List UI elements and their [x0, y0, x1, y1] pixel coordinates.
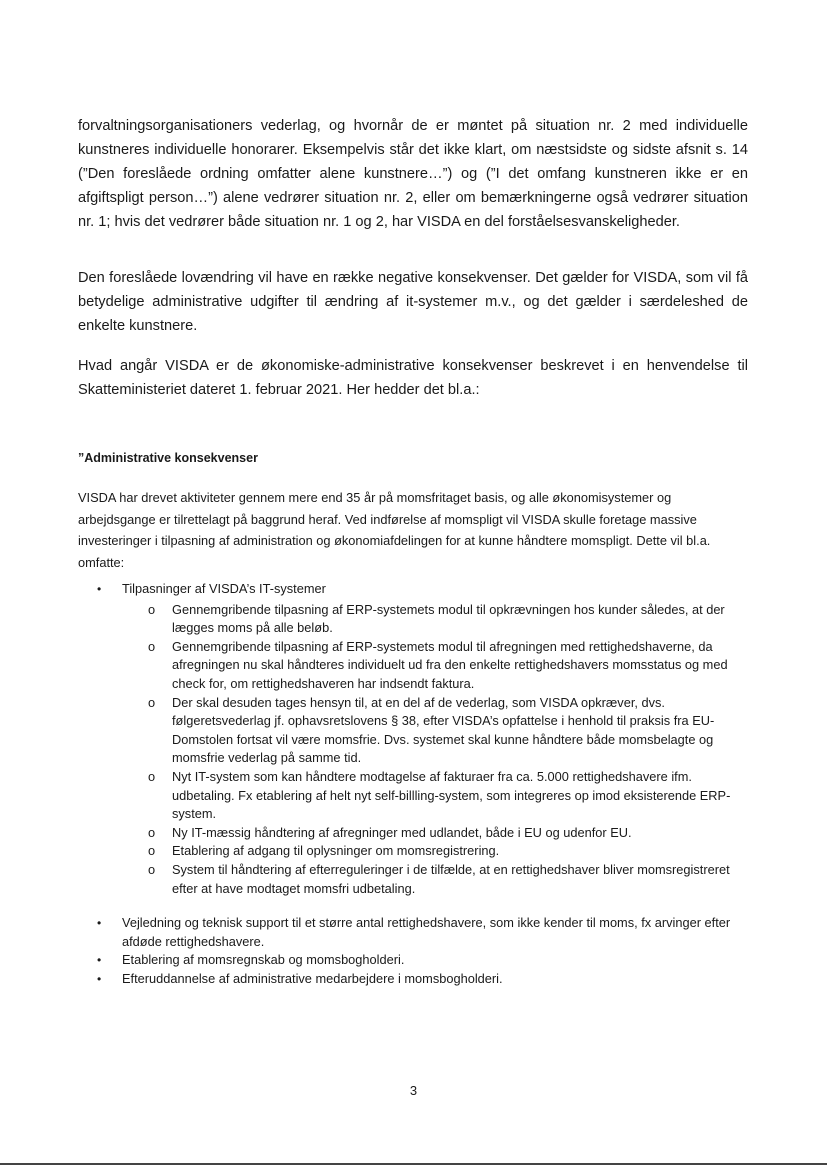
sub-list-item-text: Etablering af adgang til oplysninger om momsregistrering. [172, 843, 500, 859]
sub-list-item [148, 768, 740, 824]
circle-marker: o [148, 843, 156, 859]
bullet-marker: • [97, 916, 102, 931]
circle-marker: o [148, 824, 156, 840]
list-item [0, 580, 732, 898]
sub-list-item [148, 842, 740, 861]
circle-marker: o [148, 768, 156, 784]
list-item-text: Vejledning og teknisk support til et større antal rettighedshavere, som ikke kender til moms, fx arvinger efter afdøde rettighedshavere. [122, 915, 731, 949]
bullet-marker: • [97, 971, 102, 986]
sub-list-item [148, 694, 740, 768]
list-item [0, 970, 732, 989]
sub-list-item [148, 638, 740, 694]
sub-list-item-text: Gennemgribende tilpasning af ERP-systemets modul til opkrævningen hos kunder således, at der lægges moms på alle beløb. [172, 601, 725, 636]
sub-list-item [148, 601, 740, 638]
list-item [0, 914, 732, 951]
sub-list-item [148, 824, 740, 843]
list-item-text: Efteruddannelse af administrative medarbejdere i momsbogholderi. [122, 970, 503, 986]
sub-list-item-text: Der skal desuden tages hensyn til, at en del af de vederlag, som VISDA opkræver, dvs. følgeretsvederlag jf. ophavsretslovens § 38, efter VISDA’s opfattelse i henhold til praksis fra EU-Domstolen fortsat vil være momsfrie. Dvs. systemet skal kunne håndtere både momsbelagte og momsfrie vederlag på samme tid. [172, 694, 715, 766]
list-item [0, 951, 732, 970]
page-number: 3 [409, 1083, 418, 1098]
sub-list-item-text: Gennemgribende tilpasning af ERP-systemets modul til afregningen med rettighedshaverne, da afregningen nu skal håndteres individuelt ud fra den enkelte rettighedshavers momsstatus og med check for, om rettighedshaveren har indsendt faktura. [172, 638, 728, 691]
bottom-divider [0, 1163, 827, 1165]
list-item-text: Etablering af momsregnskab og momsbogholderi. [122, 952, 405, 968]
quote-intro-paragraph: VISDA har drevet aktiviteter gennem mere end 35 år på momsfritaget basis, og alle økonomisystemer og arbejdsgange er tilrettelagt på baggrund heraf. Ved indførelse af momspligt vil VISDA skulle foretage massive investeringer i tilpasning af administration og økonomiafdelingen for at kunne håndtere momspligt. Dette vil bl.a. omfatte: [78, 490, 711, 570]
list-item-text: Tilpasninger af VISDA’s IT-systemer [122, 581, 326, 596]
body-paragraph: Hvad angår VISDA er de økonomiske-administrative konsekvenser beskrevet i en henvendelse til Skatteministeriet dateret 1. februar 2021. Her hedder det bl.a.: [78, 358, 748, 398]
sub-list-item [148, 861, 740, 898]
sub-list-item-text: System til håndtering af efterreguleringer i de tilfælde, at en rettighedshaver bliver momsregistreret efter at have modtaget momsfri udbetaling. [172, 861, 730, 896]
circle-marker: o [148, 694, 156, 710]
sub-list [122, 601, 732, 899]
body-paragraph: forvaltningsorganisationers vederlag, og hvornår de er møntet på situation nr. 2 med individuelle kunstneres individuelle honorarer. Eksempelvis står det ikke klart, om næstsidste og sidste afsnit s. 14 (”Den foreslåede ordning omfatter alene kunstnere…”) og (”I det omfang kunstneren ikke er en afgiftspligt person…”) alene vedrører situation nr. 2, eller om bemærkningerne også vedrører situation nr. 1; hvis det vedrører både situation nr. 1 og 2, har VISDA en del forståelsesvanskeligheder. [78, 118, 748, 230]
bullet-marker: • [97, 582, 102, 596]
quote-heading: ”Administrative konsekvenser [78, 451, 258, 465]
quote-bullet-list [0, 580, 827, 988]
circle-marker: o [148, 601, 156, 617]
body-paragraph: Den foreslåede lovændring vil have en række negative konsekvenser. Det gælder for VISDA, som vil få betydelige administrative udgifter til ændring af it-systemer m.v., og det gælder i særdeleshed de enkelte kunstnere. [78, 270, 748, 334]
sub-list-item-text: Ny IT-mæssig håndtering af afregninger med udlandet, både i EU og udenfor EU. [172, 824, 632, 840]
sub-list-item-text: Nyt IT-system som kan håndtere modtagelse af fakturaer fra ca. 5.000 rettighedshavere ifm. udbetaling. Fx etablering af helt nyt self-billling-system, som integreres op imod eksisterende ERP-system. [172, 768, 731, 822]
circle-marker: o [148, 861, 156, 877]
circle-marker: o [148, 638, 156, 654]
bullet-marker: • [97, 953, 102, 968]
